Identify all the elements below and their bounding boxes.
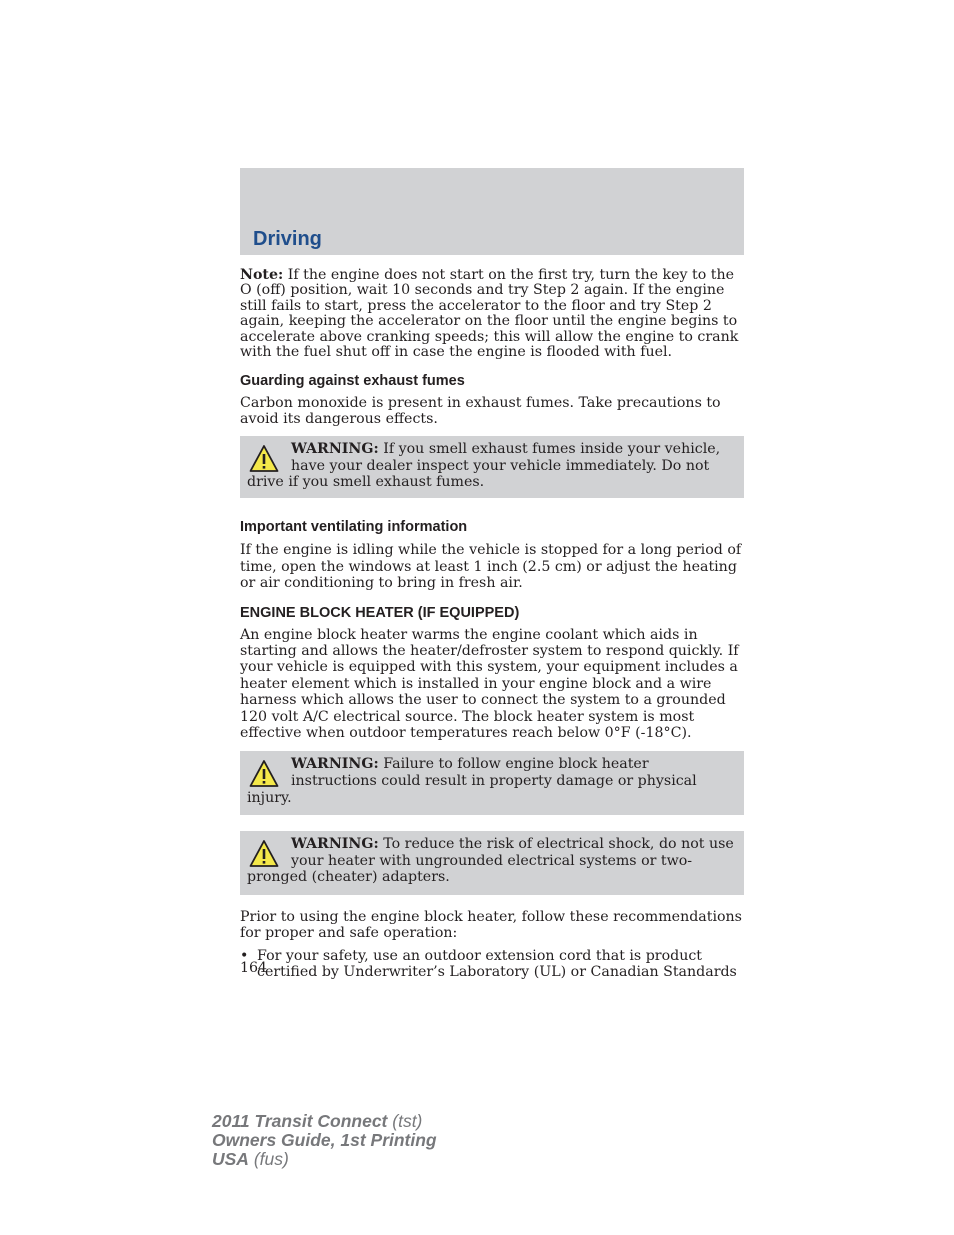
exhaust-heading: Guarding against exhaust fumes — [240, 373, 465, 390]
list-item — [240, 948, 744, 981]
warning-triangle-icon — [249, 759, 279, 789]
warning-box-block-heater-2 — [240, 831, 744, 895]
warning-body: Failure to follow engine block heater instructions could result in property damage or physical injury. — [247, 756, 697, 806]
page-content — [240, 268, 744, 981]
warning-text-exhaust — [247, 441, 736, 491]
section-header-band — [240, 168, 744, 255]
footer-market: USA — [212, 1149, 249, 1170]
warning-lead: WARNING: — [291, 756, 379, 773]
recommend-intro: Prior to using the engine block heater, follow these recommendations for proper and safe operation: — [240, 908, 742, 942]
footer-line-1 — [212, 1112, 437, 1131]
footer-market-code: (fus) — [248, 1149, 289, 1170]
note-text: If the engine does not start on the first try, turn the key to the O (off) position, wait 10 seconds and try Step 2 again. If the engine still fails to start, press the accelerator to the floor and try Step 2 again, keeping the accelerator on the floor until the engine begins to accelerate above cranking speeds; this will allow the engine to crank with the fuel shut off in case the engine is flooded with fuel. — [240, 267, 739, 361]
ventilating-body: If the engine is idling while the vehicle is stopped for a long period of time, open the windows at least 1 inch (2.5 cm) or adjust the heating or air conditioning to bring in fresh air. — [240, 542, 742, 592]
block-heater-heading: ENGINE BLOCK HEATER (IF EQUIPPED) — [240, 604, 520, 621]
warning-box-block-heater-1 — [240, 751, 744, 815]
footer-printing: Owners Guide, 1st Printing — [212, 1130, 437, 1151]
footer-line-2 — [212, 1131, 437, 1150]
warning-triangle-icon — [249, 444, 279, 474]
warning-body: To reduce the risk of electrical shock, do not use your heater with ungrounded electrical systems or two-pronged (cheater) adapters. — [247, 836, 734, 886]
page-number: 164 — [240, 960, 268, 976]
section-title: Driving — [253, 228, 322, 250]
warning-text-block-heater-2 — [247, 836, 736, 886]
warning-text-block-heater-1 — [247, 756, 736, 806]
warning-body: If you smell exhaust fumes inside your vehicle, have your dealer inspect your vehicle immediately. Do not drive if you smell exhaust fumes. — [247, 441, 721, 491]
exhaust-body: Carbon monoxide is present in exhaust fumes. Take precautions to avoid its dangerous effects. — [240, 395, 721, 427]
footer-model: 2011 Transit Connect — [212, 1111, 388, 1131]
warning-triangle-icon — [249, 839, 279, 869]
footer-line-3 — [212, 1150, 437, 1169]
footer-imprint — [212, 1112, 437, 1170]
ventilating-heading: Important ventilating information — [240, 519, 468, 536]
footer-model-code: (tst) — [387, 1111, 423, 1131]
bullet-glyph: • — [240, 947, 249, 964]
bullet-text: For your safety, use an outdoor extension cord that is product certified by Underwriter’s Laboratory (UL) or Canadian Standards — [257, 947, 737, 981]
warning-box-exhaust — [240, 436, 744, 498]
block-heater-body: An engine block heater warms the engine coolant which aids in starting and allows the heater/defroster system to respond quickly. If your vehicle is equipped with this system, your equipment includes a heater element which is installed in your engine block and a wire harness which allows the user to connect the system to a grounded 120 volt A/C electrical source. The block heater system is most effective when outdoor temperatures reach below 0°F (-18°C). — [240, 626, 739, 741]
note-lead: Note: — [240, 267, 284, 283]
warning-lead: WARNING: — [291, 836, 379, 853]
note-paragraph — [240, 268, 744, 360]
warning-lead: WARNING: — [291, 441, 379, 458]
